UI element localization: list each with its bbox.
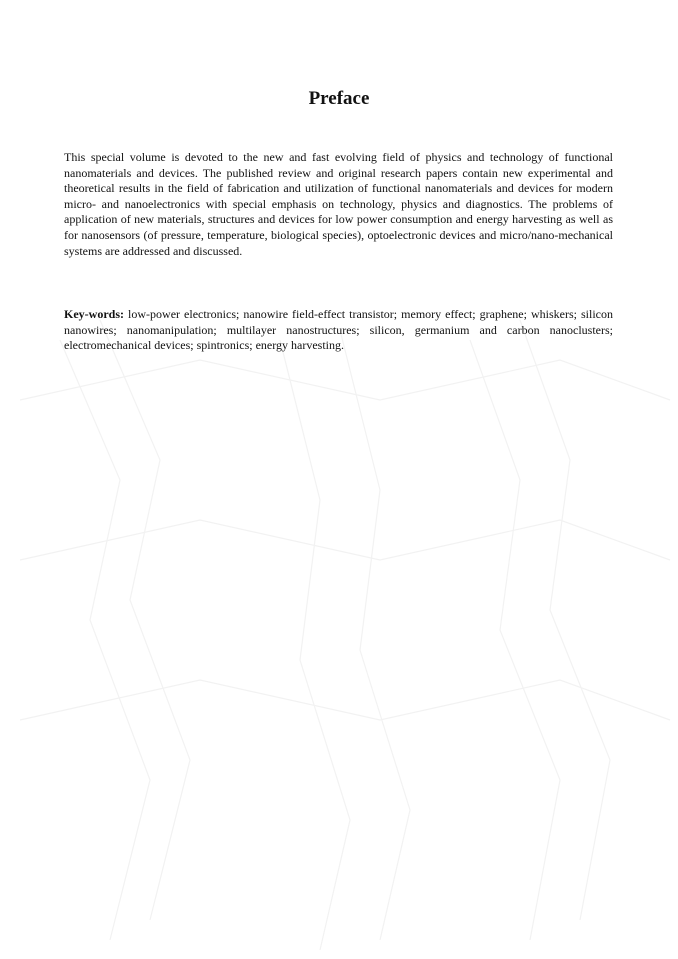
- keywords-text: low-power electronics; nanowire field-effect transistor; memory effect; graphene; whiskers; silicon nanowires; nanomanipulation; multilayer nanostructures; silicon, germanium and carbon nanoclusters; electromechanical devices; spintronics; energy harvesting.: [64, 307, 613, 353]
- abstract-paragraph: This special volume is devoted to the new and fast evolving field of physics and technology of functional nanomaterials and devices. The published review and original research papers contain new experimental and theoretical results in the field of fabrication and utilization of functional nanomaterials and devices for modern micro- and nanoelectronics with special emphasis on technology, physics and diagnostics. The problems of application of new materials, structures and devices for low power consumption and energy harvesting as well as for nanosensors (of pressure, temperature, biological species), optoelectronic devices and micro/nano-mechanical systems are addressed and discussed.: [64, 150, 613, 258]
- keywords-label: Key-words:: [64, 307, 124, 321]
- page-title: Preface: [308, 88, 370, 109]
- keywords-paragraph: [64, 307, 613, 354]
- background-watermark: [0, 300, 678, 959]
